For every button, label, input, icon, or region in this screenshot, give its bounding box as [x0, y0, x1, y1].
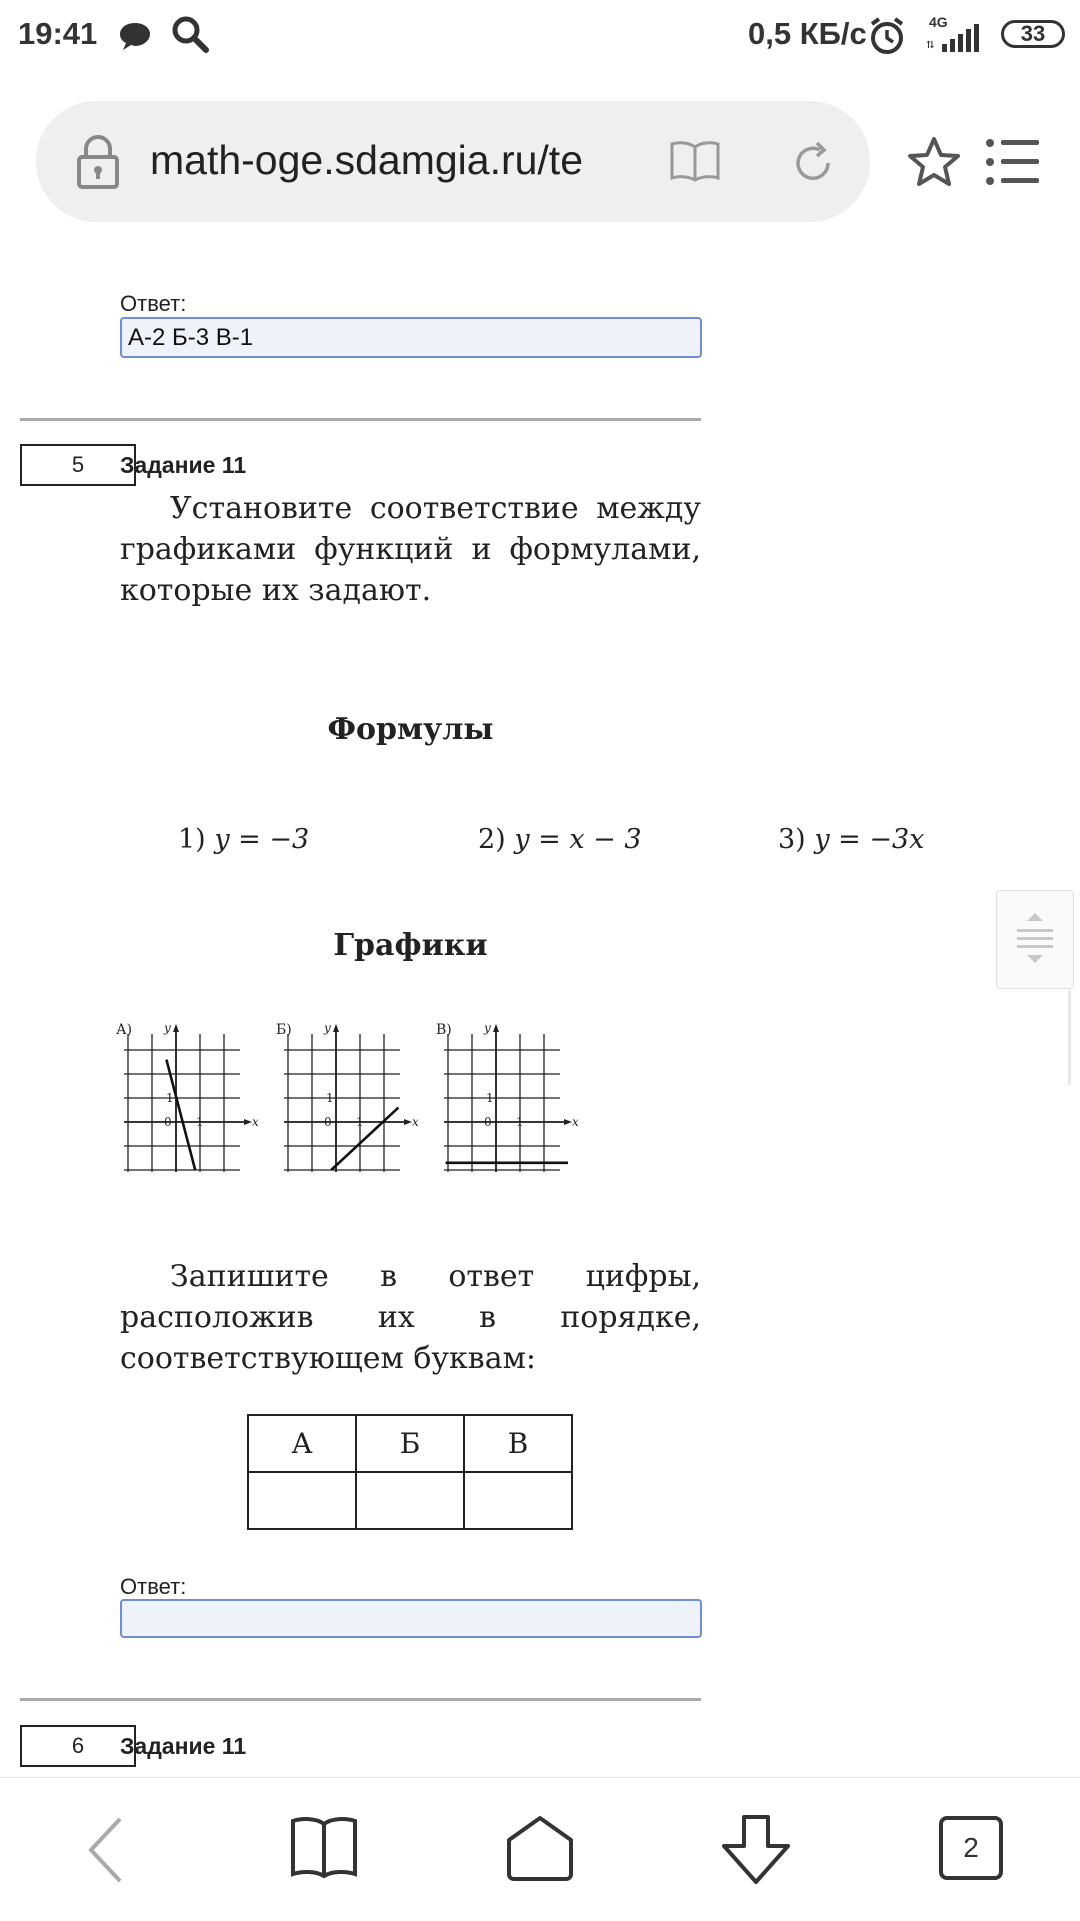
network-speed: 0,5 КБ/с [748, 16, 867, 51]
y-axis-label: y [164, 1021, 171, 1035]
origin-label: 0 [164, 1115, 172, 1129]
graph-label: Б) [276, 1022, 292, 1038]
table-cell-v [464, 1472, 572, 1529]
alarm-icon [868, 16, 906, 56]
back-icon[interactable] [86, 1816, 126, 1884]
formula-3-y: y [814, 824, 830, 855]
next-task-title: Задание 11 [120, 1733, 247, 1759]
formula-1 [178, 824, 309, 855]
y-axis-label: y [484, 1021, 491, 1035]
y-tick-label: 1 [326, 1091, 334, 1105]
battery-indicator [1001, 20, 1065, 48]
next-task-number-box[interactable] [20, 1725, 136, 1767]
task-number: 5 [71, 452, 85, 477]
y-axis-arrow [493, 1024, 499, 1032]
tabs-count: 2 [963, 1832, 979, 1863]
y-axis-label: y [324, 1021, 331, 1035]
x-axis-label: x [572, 1115, 579, 1129]
reload-icon[interactable] [790, 140, 836, 186]
bottom-nav-bar [0, 1777, 1080, 1921]
battery-level: 33 [1020, 21, 1046, 46]
menu-icon[interactable] [985, 137, 1041, 187]
graph-b [276, 1021, 419, 1172]
formula-1-rhs: −3 [269, 824, 310, 855]
graph-label: В) [436, 1022, 452, 1038]
formulas-heading: Формулы [327, 712, 494, 747]
formula-3-number: 3) [778, 824, 806, 855]
answer-label: Ответ: [120, 1574, 187, 1599]
scroll-handle[interactable] [996, 890, 1074, 989]
lock-icon [76, 135, 120, 189]
task-instruction: Запишите в ответ цифры, расположив их в порядке, соответствующем буквам: [120, 1259, 701, 1376]
x-tick-label: 1 [516, 1115, 524, 1129]
bookmarks-book-icon[interactable] [290, 1816, 358, 1878]
reader-mode-icon[interactable] [670, 140, 720, 182]
formula-1-number: 1) [178, 824, 206, 855]
scroll-handle-icon [997, 891, 1073, 988]
graph-v [436, 1021, 579, 1172]
network-type: 4G [929, 14, 948, 30]
formula-3 [778, 824, 924, 855]
table-header-b: Б [356, 1415, 464, 1472]
x-tick-label: 1 [196, 1115, 204, 1129]
separator [20, 1698, 701, 1701]
task-title: Задание 11 [120, 452, 247, 478]
y-tick-label: 1 [166, 1091, 174, 1105]
x-tick-label: 1 [356, 1115, 364, 1129]
answer-input[interactable] [120, 1599, 702, 1638]
formula-3-rhs: −3x [869, 824, 925, 855]
graphs-heading: Графики [333, 928, 488, 963]
y-axis-arrow [333, 1024, 339, 1032]
x-axis-arrow [564, 1119, 572, 1125]
formula-2 [478, 824, 642, 855]
signal-icon [926, 24, 988, 52]
url-text[interactable]: math-oge.sdamgia.ru/te [150, 137, 584, 183]
formula-2-y: y [514, 824, 530, 855]
task-statement: Установите соответствие между графиками функций и формулами, которые их задают. [120, 491, 701, 608]
origin-label: 0 [484, 1115, 492, 1129]
formula-2-rhs: x − 3 [569, 824, 642, 855]
graphs-figure [118, 1022, 708, 1192]
graph-a [116, 1021, 259, 1172]
y-tick-label: 1 [486, 1091, 494, 1105]
status-time: 19:41 [18, 16, 98, 51]
home-icon[interactable] [505, 1814, 575, 1882]
bookmark-star-icon[interactable] [906, 135, 962, 189]
task-number-box[interactable] [20, 444, 136, 486]
status-bar [0, 0, 1080, 72]
prev-answer-input[interactable] [120, 317, 702, 358]
y-axis-arrow [173, 1024, 179, 1032]
download-icon[interactable] [720, 1814, 792, 1886]
table-cell-b [356, 1472, 464, 1529]
prev-answer-label: Ответ: [120, 291, 187, 316]
scrollbar-track [1068, 990, 1071, 1085]
x-axis-label: x [252, 1115, 259, 1129]
function-line [331, 1108, 398, 1170]
formula-1-eq: = [229, 824, 270, 855]
separator [20, 418, 701, 421]
table-header-v: В [464, 1415, 572, 1472]
x-axis-label: x [412, 1115, 419, 1129]
answer-table [247, 1414, 573, 1530]
formula-1-y: y [214, 824, 230, 855]
formula-3-eq: = [829, 824, 870, 855]
next-task-number: 6 [71, 1733, 85, 1758]
table-cell-a [248, 1472, 356, 1529]
origin-label: 0 [324, 1115, 332, 1129]
graph-label: А) [116, 1022, 133, 1038]
chat-icon [118, 20, 152, 52]
x-axis-arrow [244, 1119, 252, 1125]
x-axis-arrow [404, 1119, 412, 1125]
search-icon [170, 14, 210, 54]
formula-2-number: 2) [478, 824, 506, 855]
table-header-a: А [248, 1415, 356, 1472]
tabs-button[interactable] [939, 1816, 1003, 1880]
formula-2-eq: = [529, 824, 570, 855]
svg-text:⇅: ⇅ [926, 40, 935, 51]
